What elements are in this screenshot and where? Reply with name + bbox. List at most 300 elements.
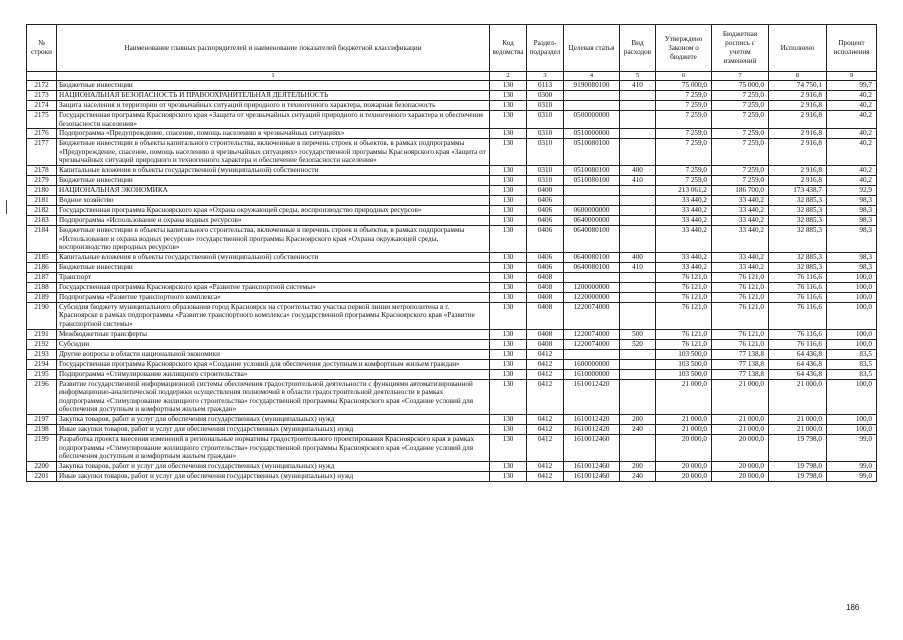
- row-approved: 76 121,0: [656, 272, 712, 282]
- row-name: Капитальные вложения в объекты государственной (муниципальной) собственности: [57, 165, 490, 175]
- row-expense-type: [620, 379, 656, 414]
- header-num: № строки: [27, 25, 57, 72]
- row-target-article: 0510080100: [564, 139, 620, 166]
- row-percent: 100,0: [827, 272, 877, 282]
- row-razdel: 0412: [527, 369, 564, 379]
- row-name: Государственная программа Красноярского края «Защита от чрезвычайных ситуаций природного и техногенного характера и обеспечение безопасности населения»: [57, 111, 490, 129]
- row-number: 2175: [27, 111, 57, 129]
- row-name: Закупка товаров, работ и услуг для обеспечения государственных (муниципальных) нужд: [57, 414, 490, 424]
- row-name: Бюджетные инвестиции в объекты капитального строительства, включенные в перечень строек и объектов, в рамках подпрограммы «Использование и охрана водных ресурсов» государственной программы Красноярского края «Охрана окружающей среды, воспроизводство природных ресурсов»: [57, 225, 490, 252]
- row-expense-type: [620, 111, 656, 129]
- row-executed: 74 750,1: [769, 81, 827, 91]
- table-row: [27, 81, 877, 91]
- row-approved: 7 259,0: [656, 111, 712, 129]
- row-name: Государственная программа Красноярского края «Охрана окружающей среды, воспроизводство природных ресурсов»: [57, 205, 490, 215]
- row-expense-type: [620, 185, 656, 195]
- row-name: Защита населения и территории от чрезвычайных ситуаций природного и техногенного характера, пожарная безопасность: [57, 101, 490, 111]
- table-row: [27, 101, 877, 111]
- row-executed: 19 798,0: [769, 434, 827, 461]
- row-schedule: 186 700,0: [712, 185, 769, 195]
- row-ved: 130: [490, 185, 527, 195]
- row-percent: 40,2: [827, 129, 877, 139]
- row-name: НАЦИОНАЛЬНАЯ ЭКОНОМИКА: [57, 185, 490, 195]
- row-ved: 130: [490, 129, 527, 139]
- row-schedule: 77 138,8: [712, 359, 769, 369]
- row-number: 2180: [27, 185, 57, 195]
- row-target-article: 0640080100: [564, 252, 620, 262]
- row-ved: 130: [490, 461, 527, 471]
- row-target-article: [564, 91, 620, 101]
- header-proc: Процент исполнения: [827, 25, 877, 72]
- row-name: Государственная программа Красноярского края «Создание условий для обеспечения доступным и комфортным жильем граждан»: [57, 359, 490, 369]
- row-ved: 130: [490, 81, 527, 91]
- row-razdel: 0412: [527, 471, 564, 481]
- row-expense-type: 410: [620, 262, 656, 272]
- row-number: 2189: [27, 292, 57, 302]
- row-schedule: 77 138,8: [712, 349, 769, 359]
- row-expense-type: [620, 359, 656, 369]
- row-ved: 130: [490, 225, 527, 252]
- row-target-article: 9190080100: [564, 81, 620, 91]
- row-approved: 7 259,0: [656, 175, 712, 185]
- row-executed: 173 438,7: [769, 185, 827, 195]
- row-razdel: 0408: [527, 272, 564, 282]
- row-executed: 32 885,3: [769, 252, 827, 262]
- table-row: [27, 414, 877, 424]
- row-razdel: 0412: [527, 414, 564, 424]
- header-razdel: Раздел-подраздел: [527, 25, 564, 72]
- row-percent: 100,0: [827, 339, 877, 349]
- row-name: Развитие государственной информационной системы обеспечения градостроительной деятельности с функциями автоматизированной информационно-аналитической поддержки осуществления полномочий в области градостроительной деятельности в рамках подпрограммы «Стимулирование жилищного строительства» государственной программы Красноярского края «Создание условий для обеспечения доступным и комфортным жильем граждан»: [57, 379, 490, 414]
- table-row: [27, 471, 877, 481]
- table-row: [27, 91, 877, 101]
- row-approved: 20 000,0: [656, 461, 712, 471]
- row-razdel: 0412: [527, 461, 564, 471]
- col-number: 7: [712, 72, 769, 81]
- row-expense-type: [620, 195, 656, 205]
- row-target-article: 1610012460: [564, 461, 620, 471]
- row-ved: 130: [490, 205, 527, 215]
- row-target-article: 0510080100: [564, 175, 620, 185]
- row-approved: 103 500,0: [656, 349, 712, 359]
- row-approved: 213 061,2: [656, 185, 712, 195]
- row-name: Бюджетные инвестиции: [57, 175, 490, 185]
- row-razdel: 0412: [527, 424, 564, 434]
- row-number: 2190: [27, 302, 57, 329]
- row-executed: 32 885,3: [769, 195, 827, 205]
- row-name: Подпрограмма «Развитие транспортного комплекса»: [57, 292, 490, 302]
- col-number: 2: [490, 72, 527, 81]
- header-cs: Целевая статья: [564, 25, 620, 72]
- row-percent: 99,0: [827, 471, 877, 481]
- row-schedule: 76 121,0: [712, 339, 769, 349]
- row-name: Подпрограмма «Использование и охрана водных ресурсов»: [57, 215, 490, 225]
- row-approved: 33 440,2: [656, 252, 712, 262]
- row-approved: 7 259,0: [656, 165, 712, 175]
- row-number: 2196: [27, 379, 57, 414]
- row-name: Межбюджетные трансферты: [57, 329, 490, 339]
- row-expense-type: 240: [620, 424, 656, 434]
- row-schedule: 75 000,0: [712, 81, 769, 91]
- table-row: [27, 359, 877, 369]
- row-razdel: 0406: [527, 252, 564, 262]
- row-razdel: 0412: [527, 379, 564, 414]
- row-ved: 130: [490, 252, 527, 262]
- row-ved: 130: [490, 414, 527, 424]
- row-approved: 33 440,2: [656, 215, 712, 225]
- row-name: Транспорт: [57, 272, 490, 282]
- row-approved: 76 121,0: [656, 329, 712, 339]
- row-schedule: 76 121,0: [712, 272, 769, 282]
- row-approved: 21 000,0: [656, 414, 712, 424]
- row-razdel: 0412: [527, 434, 564, 461]
- row-razdel: 0408: [527, 302, 564, 329]
- row-target-article: 0500000000: [564, 111, 620, 129]
- row-percent: 100,0: [827, 414, 877, 424]
- row-percent: 98,3: [827, 195, 877, 205]
- row-executed: 2 916,8: [769, 139, 827, 166]
- table-row: [27, 129, 877, 139]
- row-razdel: 0412: [527, 359, 564, 369]
- row-ved: 130: [490, 471, 527, 481]
- page-number: 186: [846, 603, 860, 612]
- row-expense-type: 400: [620, 252, 656, 262]
- table-row: [27, 205, 877, 215]
- row-number: 2194: [27, 359, 57, 369]
- row-executed: 76 116,6: [769, 272, 827, 282]
- header-isp: Исполнено: [769, 25, 827, 72]
- table-row: [27, 292, 877, 302]
- row-approved: 33 440,2: [656, 262, 712, 272]
- row-executed: 76 116,6: [769, 292, 827, 302]
- row-approved: 7 259,0: [656, 129, 712, 139]
- row-ved: 130: [490, 139, 527, 166]
- row-number: 2183: [27, 215, 57, 225]
- table-row: [27, 302, 877, 329]
- table-row: [27, 349, 877, 359]
- row-ved: 130: [490, 175, 527, 185]
- header-rosp: Бюджетная роспись с учетом изменений: [712, 25, 769, 72]
- row-schedule: 21 000,0: [712, 379, 769, 414]
- header-utv: Утверждено Законом о бюджете: [656, 25, 712, 72]
- row-ved: 130: [490, 215, 527, 225]
- table-row: [27, 369, 877, 379]
- row-name: Бюджетные инвестиции: [57, 262, 490, 272]
- row-expense-type: 410: [620, 81, 656, 91]
- row-number: 2181: [27, 195, 57, 205]
- row-razdel: 0408: [527, 339, 564, 349]
- row-approved: 7 259,0: [656, 139, 712, 166]
- row-approved: 103 500,0: [656, 359, 712, 369]
- table-row: [27, 139, 877, 166]
- col-number: 5: [620, 72, 656, 81]
- row-ved: 130: [490, 292, 527, 302]
- row-target-article: 0640000000: [564, 215, 620, 225]
- row-percent: 40,2: [827, 139, 877, 166]
- row-number: 2174: [27, 101, 57, 111]
- row-number: 2186: [27, 262, 57, 272]
- row-number: 2187: [27, 272, 57, 282]
- col-number: 8: [769, 72, 827, 81]
- row-approved: 33 440,2: [656, 205, 712, 215]
- row-razdel: 0406: [527, 195, 564, 205]
- row-schedule: 76 121,0: [712, 329, 769, 339]
- row-name: Закупка товаров, работ и услуг для обеспечения государственных (муниципальных) нужд: [57, 461, 490, 471]
- row-approved: 7 259,0: [656, 101, 712, 111]
- budget-report-sheet: [26, 24, 876, 482]
- row-percent: 100,0: [827, 302, 877, 329]
- row-number: 2182: [27, 205, 57, 215]
- row-schedule: 76 121,0: [712, 292, 769, 302]
- row-target-article: 0640080100: [564, 225, 620, 252]
- row-expense-type: [620, 302, 656, 329]
- row-executed: 2 916,8: [769, 175, 827, 185]
- row-executed: 76 116,6: [769, 302, 827, 329]
- row-schedule: 7 259,0: [712, 91, 769, 101]
- row-schedule: 33 440,2: [712, 252, 769, 262]
- row-executed: 21 000,0: [769, 414, 827, 424]
- row-razdel: 0408: [527, 292, 564, 302]
- row-expense-type: 200: [620, 414, 656, 424]
- row-executed: 2 916,8: [769, 111, 827, 129]
- row-schedule: 33 440,2: [712, 215, 769, 225]
- row-schedule: 33 440,2: [712, 225, 769, 252]
- row-schedule: 76 121,0: [712, 302, 769, 329]
- row-approved: 7 259,0: [656, 91, 712, 101]
- row-razdel: 0310: [527, 165, 564, 175]
- row-razdel: 0300: [527, 91, 564, 101]
- row-razdel: 0310: [527, 111, 564, 129]
- row-schedule: 33 440,2: [712, 195, 769, 205]
- row-razdel: 0408: [527, 329, 564, 339]
- row-target-article: 0640080100: [564, 262, 620, 272]
- row-name: Иные закупки товаров, работ и услуг для обеспечения государственных (муниципальных) нужд: [57, 471, 490, 481]
- row-number: 2176: [27, 129, 57, 139]
- row-expense-type: 400: [620, 165, 656, 175]
- row-number: 2184: [27, 225, 57, 252]
- row-schedule: 21 000,0: [712, 424, 769, 434]
- table-row: [27, 225, 877, 252]
- row-number: 2199: [27, 434, 57, 461]
- row-ved: 130: [490, 262, 527, 272]
- row-percent: 99,0: [827, 461, 877, 471]
- row-target-article: 1220000000: [564, 292, 620, 302]
- row-expense-type: 520: [620, 339, 656, 349]
- row-expense-type: [620, 225, 656, 252]
- row-percent: 98,3: [827, 215, 877, 225]
- row-target-article: 1610012420: [564, 379, 620, 414]
- table-row: [27, 252, 877, 262]
- row-target-article: 0600000000: [564, 205, 620, 215]
- row-percent: 40,2: [827, 175, 877, 185]
- row-ved: 130: [490, 101, 527, 111]
- row-percent: 100,0: [827, 424, 877, 434]
- row-name: Подпрограмма «Предупреждение, спасение, помощь населению в чрезвычайных ситуациях»: [57, 129, 490, 139]
- row-name: Субсидии: [57, 339, 490, 349]
- row-schedule: 20 000,0: [712, 471, 769, 481]
- row-percent: 100,0: [827, 379, 877, 414]
- row-schedule: 20 000,0: [712, 434, 769, 461]
- row-name: Разработка проекта внесения изменений в региональные нормативы градостроительного проектирования Красноярского края в рамках подпрограммы «Стимулирование жилищного строительства» государственной программы Красноярского края «Создание условий для обеспечения доступным и комфортным жильем граждан»: [57, 434, 490, 461]
- row-expense-type: [620, 129, 656, 139]
- row-target-article: [564, 349, 620, 359]
- row-schedule: 7 259,0: [712, 139, 769, 166]
- row-target-article: 1220074000: [564, 329, 620, 339]
- row-executed: 19 798,0: [769, 471, 827, 481]
- row-percent: 99,7: [827, 81, 877, 91]
- row-target-article: [564, 185, 620, 195]
- row-razdel: 0406: [527, 205, 564, 215]
- row-target-article: 0510080100: [564, 165, 620, 175]
- row-razdel: 0113: [527, 81, 564, 91]
- row-number: 2198: [27, 424, 57, 434]
- row-target-article: 1610012460: [564, 471, 620, 481]
- row-executed: 64 436,8: [769, 369, 827, 379]
- row-executed: 19 798,0: [769, 461, 827, 471]
- row-expense-type: 200: [620, 461, 656, 471]
- budget-table: [26, 24, 877, 482]
- col-number: 9: [827, 72, 877, 81]
- col-number: [27, 72, 57, 81]
- row-target-article: 1610012420: [564, 414, 620, 424]
- row-target-article: 1220074000: [564, 339, 620, 349]
- row-expense-type: [620, 91, 656, 101]
- row-expense-type: [620, 434, 656, 461]
- row-ved: 130: [490, 434, 527, 461]
- row-expense-type: [620, 272, 656, 282]
- table-body: [27, 81, 877, 482]
- row-percent: 98,3: [827, 252, 877, 262]
- row-target-article: 1610012460: [564, 434, 620, 461]
- row-approved: 21 000,0: [656, 424, 712, 434]
- row-name: Субсидия бюджету муниципального образования город Красноярск на строительство участка первой линии метрополитена в г. Красноярске в рамках подпрограммы «Развитие транспортного комплекса» государственной программы Красноярского края «Развитие транспортной системы»: [57, 302, 490, 329]
- row-name: Подпрограмма «Стимулирование жилищного строительства»: [57, 369, 490, 379]
- row-ved: 130: [490, 369, 527, 379]
- row-executed: 2 916,8: [769, 101, 827, 111]
- row-percent: 83,5: [827, 369, 877, 379]
- table-row: [27, 262, 877, 272]
- row-approved: 33 440,2: [656, 195, 712, 205]
- row-name: Бюджетные инвестиции в объекты капитального строительства, включенные в перечень строек и объектов, в рамках подпрограммы «Предупреждение, спасение, помощь населению в чрезвычайных ситуациях» государственной программы Красноярского края «Защита от чрезвычайных ситуаций природного и техногенного характера и обеспечение безопасности населения»: [57, 139, 490, 166]
- row-ved: 130: [490, 349, 527, 359]
- row-percent: 40,2: [827, 165, 877, 175]
- table-row: [27, 379, 877, 414]
- scan-edge-mark: [6, 200, 7, 214]
- row-percent: 40,2: [827, 111, 877, 129]
- row-ved: 130: [490, 379, 527, 414]
- row-razdel: 0406: [527, 262, 564, 272]
- row-executed: 64 436,8: [769, 359, 827, 369]
- row-executed: 76 116,6: [769, 339, 827, 349]
- row-approved: 20 000,0: [656, 434, 712, 461]
- table-row: [27, 175, 877, 185]
- row-target-article: 0510000000: [564, 129, 620, 139]
- row-percent: 99,0: [827, 434, 877, 461]
- row-approved: 76 121,0: [656, 282, 712, 292]
- row-razdel: 0310: [527, 129, 564, 139]
- table-row: [27, 339, 877, 349]
- row-approved: 21 000,0: [656, 379, 712, 414]
- header-ved: Код ведомства: [490, 25, 527, 72]
- header-vr: Вид расходов: [620, 25, 656, 72]
- table-row: [27, 272, 877, 282]
- row-expense-type: [620, 369, 656, 379]
- row-number: 2179: [27, 175, 57, 185]
- table-row: [27, 165, 877, 175]
- row-number: 2201: [27, 471, 57, 481]
- table-row: [27, 195, 877, 205]
- row-number: 2197: [27, 414, 57, 424]
- row-executed: 64 436,8: [769, 349, 827, 359]
- row-ved: 130: [490, 195, 527, 205]
- row-approved: 20 000,0: [656, 471, 712, 481]
- row-name: Водное хозяйство: [57, 195, 490, 205]
- row-razdel: 0408: [527, 282, 564, 292]
- row-approved: 103 500,0: [656, 369, 712, 379]
- col-number: 3: [527, 72, 564, 81]
- row-executed: 21 000,0: [769, 424, 827, 434]
- row-ved: 130: [490, 424, 527, 434]
- row-executed: 2 916,8: [769, 165, 827, 175]
- row-schedule: 7 259,0: [712, 129, 769, 139]
- row-expense-type: [620, 139, 656, 166]
- row-number: 2172: [27, 81, 57, 91]
- row-number: 2195: [27, 369, 57, 379]
- row-ved: 130: [490, 329, 527, 339]
- table-row: [27, 215, 877, 225]
- row-expense-type: [620, 349, 656, 359]
- row-schedule: 7 259,0: [712, 111, 769, 129]
- row-expense-type: [620, 101, 656, 111]
- row-expense-type: [620, 215, 656, 225]
- row-percent: 98,3: [827, 225, 877, 252]
- row-razdel: 0310: [527, 175, 564, 185]
- row-razdel: 0310: [527, 139, 564, 166]
- table-row: [27, 461, 877, 471]
- row-expense-type: [620, 205, 656, 215]
- row-target-article: 1600000000: [564, 359, 620, 369]
- row-number: 2188: [27, 282, 57, 292]
- row-razdel: 0310: [527, 101, 564, 111]
- row-number: 2193: [27, 349, 57, 359]
- row-ved: 130: [490, 282, 527, 292]
- row-number: 2191: [27, 329, 57, 339]
- row-schedule: 21 000,0: [712, 414, 769, 424]
- col-number: 4: [564, 72, 620, 81]
- row-approved: 76 121,0: [656, 292, 712, 302]
- row-number: 2200: [27, 461, 57, 471]
- row-percent: 98,3: [827, 262, 877, 272]
- row-approved: 76 121,0: [656, 339, 712, 349]
- row-percent: 98,3: [827, 205, 877, 215]
- table-row: [27, 424, 877, 434]
- row-percent: 100,0: [827, 329, 877, 339]
- row-executed: 32 885,3: [769, 262, 827, 272]
- row-percent: 92,9: [827, 185, 877, 195]
- row-executed: 32 885,3: [769, 205, 827, 215]
- row-number: 2192: [27, 339, 57, 349]
- row-schedule: 77 138,8: [712, 369, 769, 379]
- row-name: Государственная программа Красноярского края «Развитие транспортной системы»: [57, 282, 490, 292]
- row-percent: 100,0: [827, 292, 877, 302]
- row-approved: 33 440,2: [656, 225, 712, 252]
- row-expense-type: [620, 292, 656, 302]
- row-number: 2185: [27, 252, 57, 262]
- row-name: НАЦИОНАЛЬНАЯ БЕЗОПАСНОСТЬ И ПРАВООХРАНИТЕЛЬНАЯ ДЕЯТЕЛЬНОСТЬ: [57, 91, 490, 101]
- row-ved: 130: [490, 165, 527, 175]
- row-percent: 40,2: [827, 101, 877, 111]
- row-number: 2177: [27, 139, 57, 166]
